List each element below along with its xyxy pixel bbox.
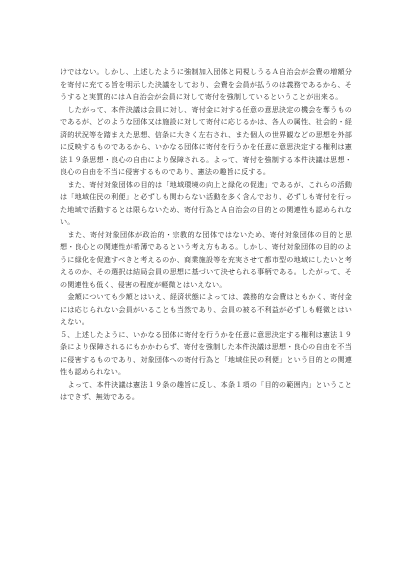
paragraph-counterargument: また、寄付対象団体が政治的・宗教的な団体ではないため、寄付対象団体の目的と思想・良心との関連性が希薄であるという考え方もある。しかし、寄付対象団体の目的のように緑化を促進すべきと考えるのか、商業施設等を充実させて都市型の地域にしたいと考えるのか、その選択は結局会員の思想に基づいて決せられる事柄である。したがって、その関連性も低く、侵害の程度が軽微とはいえない。 [60,229,352,289]
document-page [60,66,352,404]
paragraph-amount: 金額についても少額とはいえ、経済状態によっては、義務的な会費はともかく、寄付金には応じられない会員がいることも当然であり、会員の被る不利益が必ずしも軽微とはいえない。 [60,292,352,326]
paragraph-thought-conscience: したがって、本件決議は会員に対し、寄付金に対する任意の意思決定の機会を奪うものであるが、どのような団体又は施設に対して寄付に応じるかは、各人の属性、社会的・経済的状況等を踏まえた思想、信条に大きく左右され、また個人の世界観などの思想を外部に反映するものであるから、いかなる団体に寄付を行うかを任意に意思決定する権利は憲法１９条思想・良心の自由により保障される。よって、寄付を強制する本件決議は思想・良心の自由を不当に侵害するものであり、憲法の趣旨に反する。 [60,104,352,176]
paragraph-section-5: ５、上述したように、いかなる団体に寄付を行うかを任意に意思決定する権利は憲法１９条により保障されるにもかかわらず、寄付を強制した本件決議は思想・良心の自由を不当に侵害するものであり、対象団体への寄付行為と「地域住民の利便」という目的との関連性も認められない。 [60,329,352,376]
paragraph-continuation: けではない。しかし、上述したように強制加入団体と同視しうるＡ自治会が会費の増額分を寄付に充てる旨を明示した決議をしており、会費を会員が払うのは義務であるから、そうすると実質的にはＡ自治会が会員に対して寄付を強制しているということが出来る。 [60,67,352,101]
paragraph-conclusion: よって、本件決議は憲法１９条の趣旨に反し、本条１項の「目的の範囲内」ということはできず、無効である。 [60,379,352,401]
paragraph-recipient-purpose: また、寄付対象団体の目的は「地域環境の向上と緑化の促進」であるが、これらの活動は「地域住民の利便」と必ずしも関わらない活動を多く含んでおり、必ずしも寄付を行った地域で活動するとは限らないため、寄付行為とＡ自治会の目的との関連性も認められない。 [60,179,352,226]
